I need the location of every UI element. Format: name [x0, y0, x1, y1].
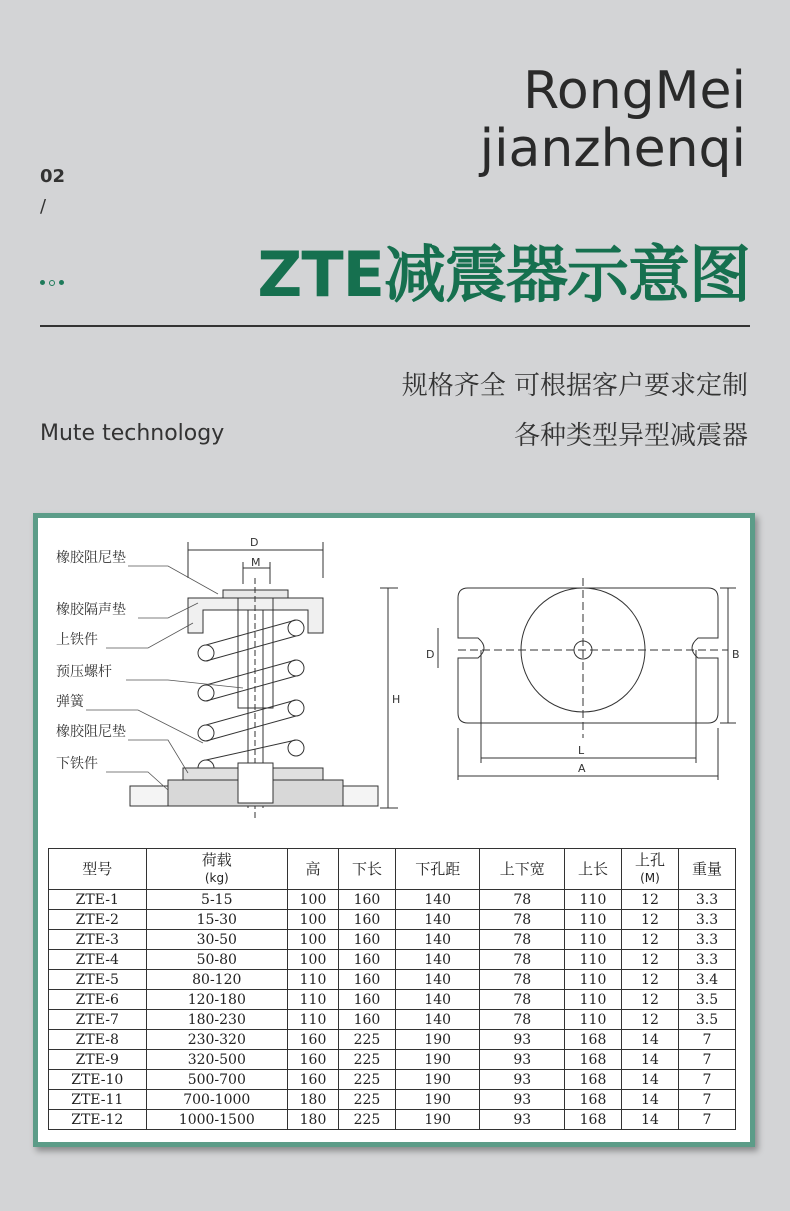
page-slash: /: [40, 196, 47, 217]
label-spring: 弹簧: [56, 694, 84, 710]
table-cell: 230-320: [146, 1030, 287, 1050]
table-cell: 168: [565, 1070, 622, 1090]
dot-icon: [59, 280, 64, 285]
table-cell: 78: [480, 930, 565, 950]
table-cell: 93: [480, 1090, 565, 1110]
table-cell: 160: [338, 890, 395, 910]
table-cell: 100: [288, 930, 339, 950]
table-cell: 15-30: [146, 910, 287, 930]
table-cell: 140: [395, 890, 480, 910]
table-row: [49, 1030, 736, 1050]
table-cell: ZTE-12: [49, 1110, 147, 1130]
dim-H-label: H: [392, 693, 401, 706]
brand-line-1: RongMei: [523, 61, 746, 121]
table-cell: 3.3: [678, 930, 735, 950]
table-row: [49, 890, 736, 910]
label-rubber-damper-top: 橡胶阻尼垫: [56, 550, 126, 566]
table-cell: 140: [395, 990, 480, 1010]
table-cell: 160: [338, 990, 395, 1010]
table-cell: 160: [288, 1050, 339, 1070]
dim-M-label: M: [251, 556, 261, 569]
table-row: [49, 930, 736, 950]
table-cell: 3.3: [678, 950, 735, 970]
spec-table: [48, 848, 736, 1130]
table-cell: 180-230: [146, 1010, 287, 1030]
table-cell: 78: [480, 910, 565, 930]
label-rubber-damper-bottom: 橡胶阻尼垫: [56, 724, 126, 740]
table-cell: 168: [565, 1090, 622, 1110]
table-row: [49, 1010, 736, 1030]
table-cell: 110: [565, 910, 622, 930]
table-cell: ZTE-7: [49, 1010, 147, 1030]
col-upper-length: 上长: [565, 849, 622, 890]
page-title: ZTE减震器示意图: [257, 238, 750, 311]
table-cell: 93: [480, 1030, 565, 1050]
table-cell: 180: [288, 1110, 339, 1130]
page-number: 02: [40, 166, 66, 187]
label-rubber-sound-pad: 橡胶隔声垫: [56, 602, 126, 618]
table-cell: 78: [480, 890, 565, 910]
col-width: 上下宽: [480, 849, 565, 890]
table-cell: 14: [622, 1070, 679, 1090]
col-lower-hole-distance: 下孔距: [395, 849, 480, 890]
table-cell: 12: [622, 950, 679, 970]
table-cell: 78: [480, 1010, 565, 1030]
table-cell: 160: [288, 1030, 339, 1050]
table-cell: 110: [565, 1010, 622, 1030]
table-cell: 110: [288, 1010, 339, 1030]
table-row: [49, 1050, 736, 1070]
table-cell: 93: [480, 1110, 565, 1130]
table-cell: 12: [622, 990, 679, 1010]
label-upper-iron: 上铁件: [56, 632, 98, 648]
table-cell: 12: [622, 970, 679, 990]
table-cell: 7: [678, 1030, 735, 1050]
label-lower-iron: 下铁件: [56, 756, 98, 772]
table-row: [49, 990, 736, 1010]
table-cell: 190: [395, 1030, 480, 1050]
col-weight: 重量: [678, 849, 735, 890]
table-row: [49, 1110, 736, 1130]
table-cell: 168: [565, 1110, 622, 1130]
table-cell: 14: [622, 1110, 679, 1130]
table-cell: 320-500: [146, 1050, 287, 1070]
table-cell: 78: [480, 990, 565, 1010]
table-header-row: [49, 849, 736, 890]
table-cell: 120-180: [146, 990, 287, 1010]
table-cell: 14: [622, 1030, 679, 1050]
table-cell: 110: [288, 990, 339, 1010]
table-cell: 14: [622, 1050, 679, 1070]
table-cell: ZTE-6: [49, 990, 147, 1010]
table-cell: ZTE-2: [49, 910, 147, 930]
table-cell: 12: [622, 930, 679, 950]
table-cell: 140: [395, 1010, 480, 1030]
dim-B-label: B: [732, 648, 740, 661]
spec-frame: [33, 513, 755, 1147]
table-cell: 160: [338, 950, 395, 970]
table-cell: 190: [395, 1050, 480, 1070]
col-model: 型号: [49, 849, 147, 890]
table-row: [49, 970, 736, 990]
table-cell: 180: [288, 1090, 339, 1110]
divider: [40, 325, 750, 327]
table-cell: 140: [395, 930, 480, 950]
table-cell: 160: [338, 930, 395, 950]
table-cell: 225: [338, 1110, 395, 1130]
table-cell: 190: [395, 1070, 480, 1090]
table-cell: 168: [565, 1050, 622, 1070]
table-cell: 190: [395, 1110, 480, 1130]
brand-line-2: jianzhenqi: [479, 119, 746, 179]
dot-icon: [40, 280, 45, 285]
table-cell: ZTE-11: [49, 1090, 147, 1110]
table-row: [49, 950, 736, 970]
table-cell: 160: [338, 1010, 395, 1030]
table-cell: 3.5: [678, 990, 735, 1010]
table-cell: 7: [678, 1090, 735, 1110]
table-cell: ZTE-4: [49, 950, 147, 970]
table-cell: 160: [288, 1070, 339, 1090]
table-cell: 93: [480, 1050, 565, 1070]
table-cell: 1000-1500: [146, 1110, 287, 1130]
table-cell: 3.5: [678, 1010, 735, 1030]
table-cell: 700-1000: [146, 1090, 287, 1110]
subtitle-line-2: 各种类型异型减震器: [513, 421, 748, 451]
brand-name: [480, 62, 746, 178]
table-cell: 3.4: [678, 970, 735, 990]
table-cell: 140: [395, 970, 480, 990]
table-cell: 500-700: [146, 1070, 287, 1090]
dim-side-label: D: [426, 648, 435, 661]
table-cell: 168: [565, 1030, 622, 1050]
table-cell: 140: [395, 950, 480, 970]
table-cell: ZTE-9: [49, 1050, 147, 1070]
table-cell: 160: [338, 970, 395, 990]
table-cell: 225: [338, 1030, 395, 1050]
table-cell: ZTE-1: [49, 890, 147, 910]
dim-A-label: A: [578, 762, 586, 775]
spec-panel: [38, 518, 750, 1142]
table-cell: 110: [565, 950, 622, 970]
table-cell: 7: [678, 1070, 735, 1090]
table-row: [49, 910, 736, 930]
table-cell: ZTE-10: [49, 1070, 147, 1090]
table-cell: 14: [622, 1090, 679, 1110]
table-cell: 110: [565, 930, 622, 950]
table-cell: 80-120: [146, 970, 287, 990]
table-row: [49, 1070, 736, 1090]
table-cell: 12: [622, 1010, 679, 1030]
table-body: [49, 890, 736, 1130]
table-cell: 110: [565, 970, 622, 990]
table-cell: 160: [338, 910, 395, 930]
col-upper-hole: 上孔 (M): [622, 849, 679, 890]
col-lower-length: 下长: [338, 849, 395, 890]
dim-L-label: L: [578, 744, 585, 757]
table-cell: 12: [622, 890, 679, 910]
col-height: 高: [288, 849, 339, 890]
table-cell: 7: [678, 1110, 735, 1130]
table-cell: 3.3: [678, 890, 735, 910]
table-cell: 225: [338, 1090, 395, 1110]
dim-D-label: D: [250, 536, 259, 549]
table-cell: 225: [338, 1070, 395, 1090]
table-cell: 78: [480, 950, 565, 970]
tagline: Mute technology: [40, 421, 225, 446]
table-cell: 93: [480, 1070, 565, 1090]
damper-diagram: [38, 518, 750, 838]
table-cell: 5-15: [146, 890, 287, 910]
table-cell: ZTE-3: [49, 930, 147, 950]
label-preload-screw: 预压螺杆: [56, 664, 112, 680]
table-cell: 78: [480, 970, 565, 990]
table-cell: 140: [395, 910, 480, 930]
table-cell: 190: [395, 1090, 480, 1110]
subtitle-line-1: 规格齐全 可根据客户要求定制: [401, 371, 748, 401]
table-cell: 110: [565, 890, 622, 910]
col-load: 荷载 (kg): [146, 849, 287, 890]
dots-decoration: [40, 280, 64, 286]
table-cell: 12: [622, 910, 679, 930]
table-cell: 225: [338, 1050, 395, 1070]
table-cell: ZTE-8: [49, 1030, 147, 1050]
table-cell: 110: [288, 970, 339, 990]
table-cell: 100: [288, 950, 339, 970]
table-cell: 50-80: [146, 950, 287, 970]
table-cell: 110: [565, 990, 622, 1010]
table-cell: 7: [678, 1050, 735, 1070]
table-cell: ZTE-5: [49, 970, 147, 990]
table-cell: 100: [288, 910, 339, 930]
table-cell: 100: [288, 890, 339, 910]
table-cell: 30-50: [146, 930, 287, 950]
dot-hollow-icon: [49, 280, 55, 286]
table-row: [49, 1090, 736, 1110]
table-cell: 3.3: [678, 910, 735, 930]
